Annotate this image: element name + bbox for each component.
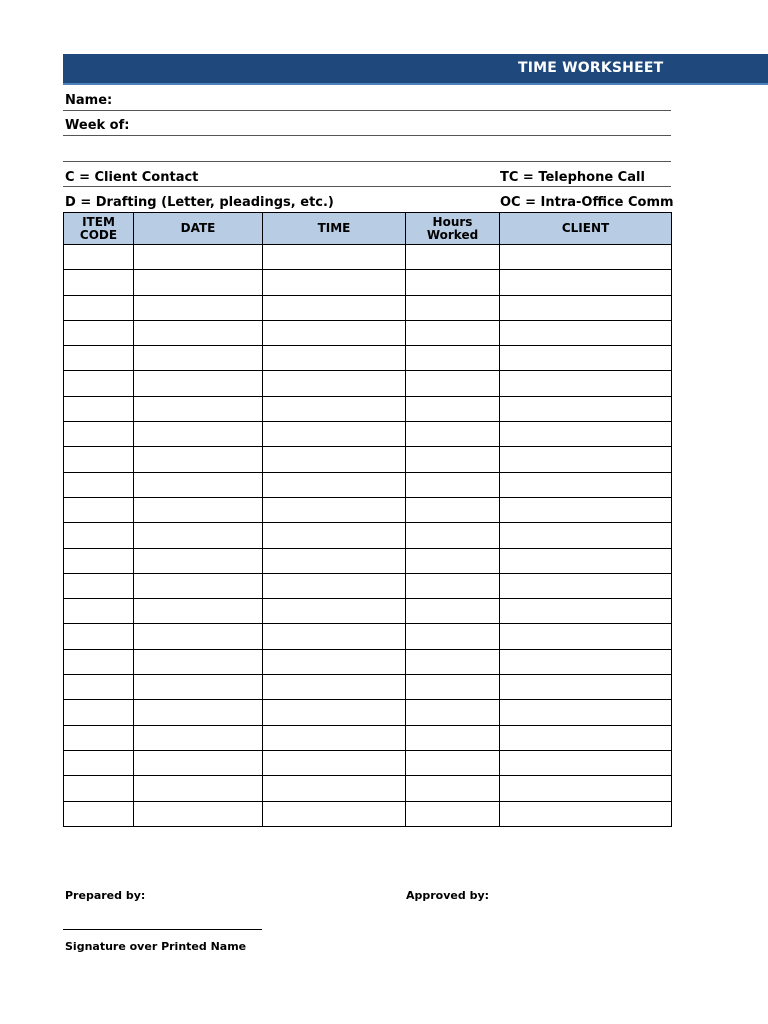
- cell-hours-worked[interactable]: [406, 422, 500, 447]
- cell-item-code[interactable]: [64, 700, 134, 725]
- cell-item-code[interactable]: [64, 497, 134, 522]
- header-hours-worked: Hours Worked: [406, 213, 500, 245]
- approved-by-label: Approved by:: [406, 889, 490, 902]
- cell-time[interactable]: [263, 346, 406, 371]
- cell-hours-worked[interactable]: [406, 346, 500, 371]
- cell-client[interactable]: [500, 548, 672, 573]
- prepared-by-label: Prepared by:: [65, 889, 146, 902]
- cell-item-code[interactable]: [64, 447, 134, 472]
- cell-item-code[interactable]: [64, 320, 134, 345]
- cell-date[interactable]: [134, 548, 263, 573]
- cell-hours-worked[interactable]: [406, 523, 500, 548]
- cell-item-code[interactable]: [64, 245, 134, 270]
- legend-telephone-call: TC = Telephone Call: [500, 170, 645, 185]
- cell-hours-worked[interactable]: [406, 447, 500, 472]
- cell-item-code[interactable]: [64, 801, 134, 826]
- table-row: [64, 776, 672, 801]
- cell-hours-worked[interactable]: [406, 675, 500, 700]
- cell-time[interactable]: [263, 675, 406, 700]
- cell-item-code[interactable]: [64, 396, 134, 421]
- cell-item-code[interactable]: [64, 599, 134, 624]
- signature-line[interactable]: [63, 929, 262, 930]
- table-row: [64, 700, 672, 725]
- cell-date[interactable]: [134, 497, 263, 522]
- cell-time[interactable]: [263, 548, 406, 573]
- table-row: [64, 396, 672, 421]
- cell-hours-worked[interactable]: [406, 320, 500, 345]
- table-row: [64, 599, 672, 624]
- table-row: [64, 649, 672, 674]
- cell-hours-worked[interactable]: [406, 801, 500, 826]
- cell-hours-worked[interactable]: [406, 725, 500, 750]
- table-row: [64, 371, 672, 396]
- cell-time[interactable]: [263, 750, 406, 775]
- cell-client[interactable]: [500, 422, 672, 447]
- cell-client[interactable]: [500, 700, 672, 725]
- cell-time[interactable]: [263, 801, 406, 826]
- cell-time[interactable]: [263, 599, 406, 624]
- cell-date[interactable]: [134, 776, 263, 801]
- cell-client[interactable]: [500, 750, 672, 775]
- table-row: [64, 346, 672, 371]
- table-row: [64, 422, 672, 447]
- cell-date[interactable]: [134, 295, 263, 320]
- cell-item-code[interactable]: [64, 346, 134, 371]
- cell-time[interactable]: [263, 245, 406, 270]
- cell-hours-worked[interactable]: [406, 624, 500, 649]
- cell-client[interactable]: [500, 447, 672, 472]
- cell-date[interactable]: [134, 371, 263, 396]
- cell-client[interactable]: [500, 245, 672, 270]
- cell-date[interactable]: [134, 422, 263, 447]
- cell-client[interactable]: [500, 320, 672, 345]
- cell-item-code[interactable]: [64, 750, 134, 775]
- cell-client[interactable]: [500, 624, 672, 649]
- cell-client[interactable]: [500, 371, 672, 396]
- week-of-field-line[interactable]: [63, 135, 671, 136]
- name-field-line[interactable]: [63, 110, 671, 111]
- legend-divider: [63, 186, 671, 187]
- cell-hours-worked[interactable]: [406, 776, 500, 801]
- table-row: [64, 801, 672, 826]
- cell-client[interactable]: [500, 270, 672, 295]
- cell-date[interactable]: [134, 573, 263, 598]
- legend-drafting: D = Drafting (Letter, pleadings, etc.): [65, 195, 334, 210]
- cell-hours-worked[interactable]: [406, 599, 500, 624]
- cell-time[interactable]: [263, 472, 406, 497]
- table-header-row: [64, 213, 672, 245]
- cell-time[interactable]: [263, 396, 406, 421]
- cell-hours-worked[interactable]: [406, 270, 500, 295]
- name-label: Name:: [65, 93, 113, 108]
- cell-hours-worked[interactable]: [406, 295, 500, 320]
- cell-time[interactable]: [263, 320, 406, 345]
- table-row: [64, 447, 672, 472]
- cell-item-code[interactable]: [64, 270, 134, 295]
- table-row: [64, 750, 672, 775]
- cell-hours-worked[interactable]: [406, 700, 500, 725]
- cell-item-code[interactable]: [64, 573, 134, 598]
- signature-label: Signature over Printed Name: [65, 940, 247, 953]
- cell-time[interactable]: [263, 497, 406, 522]
- cell-hours-worked[interactable]: [406, 371, 500, 396]
- header-time: TIME: [263, 213, 406, 245]
- cell-date[interactable]: [134, 396, 263, 421]
- cell-item-code[interactable]: [64, 371, 134, 396]
- cell-date[interactable]: [134, 472, 263, 497]
- cell-client[interactable]: [500, 396, 672, 421]
- cell-time[interactable]: [263, 624, 406, 649]
- cell-time[interactable]: [263, 422, 406, 447]
- legend-client-contact: C = Client Contact: [65, 170, 199, 185]
- cell-time[interactable]: [263, 776, 406, 801]
- table-row: [64, 725, 672, 750]
- cell-item-code[interactable]: [64, 725, 134, 750]
- cell-date[interactable]: [134, 245, 263, 270]
- cell-date[interactable]: [134, 801, 263, 826]
- cell-date[interactable]: [134, 270, 263, 295]
- cell-time[interactable]: [263, 573, 406, 598]
- cell-date[interactable]: [134, 523, 263, 548]
- cell-item-code[interactable]: [64, 548, 134, 573]
- cell-client[interactable]: [500, 573, 672, 598]
- header-client: CLIENT: [500, 213, 672, 245]
- cell-client[interactable]: [500, 523, 672, 548]
- cell-date[interactable]: [134, 320, 263, 345]
- table-body: [64, 245, 672, 827]
- cell-date[interactable]: [134, 649, 263, 674]
- cell-time[interactable]: [263, 649, 406, 674]
- cell-date[interactable]: [134, 725, 263, 750]
- cell-hours-worked[interactable]: [406, 396, 500, 421]
- header-date: DATE: [134, 213, 263, 245]
- time-entry-table: [63, 212, 672, 827]
- table-row: [64, 472, 672, 497]
- cell-client[interactable]: [500, 776, 672, 801]
- cell-date[interactable]: [134, 624, 263, 649]
- cell-client[interactable]: [500, 725, 672, 750]
- cell-hours-worked[interactable]: [406, 245, 500, 270]
- cell-client[interactable]: [500, 346, 672, 371]
- table-row: [64, 573, 672, 598]
- cell-client[interactable]: [500, 497, 672, 522]
- cell-hours-worked[interactable]: [406, 649, 500, 674]
- table-row: [64, 624, 672, 649]
- table-row: [64, 295, 672, 320]
- table-row: [64, 675, 672, 700]
- cell-time[interactable]: [263, 700, 406, 725]
- cell-date[interactable]: [134, 750, 263, 775]
- cell-item-code[interactable]: [64, 295, 134, 320]
- cell-time[interactable]: [263, 447, 406, 472]
- cell-client[interactable]: [500, 801, 672, 826]
- cell-time[interactable]: [263, 371, 406, 396]
- cell-hours-worked[interactable]: [406, 472, 500, 497]
- cell-time[interactable]: [263, 725, 406, 750]
- worksheet-title: TIME WORKSHEET: [518, 60, 664, 76]
- cell-time[interactable]: [263, 270, 406, 295]
- cell-hours-worked[interactable]: [406, 548, 500, 573]
- table-row: [64, 523, 672, 548]
- cell-time[interactable]: [263, 295, 406, 320]
- cell-hours-worked[interactable]: [406, 573, 500, 598]
- cell-hours-worked[interactable]: [406, 750, 500, 775]
- cell-client[interactable]: [500, 472, 672, 497]
- cell-date[interactable]: [134, 447, 263, 472]
- cell-item-code[interactable]: [64, 624, 134, 649]
- legend-intra-office: OC = Intra-Office Comm: [500, 195, 674, 210]
- table-row: [64, 320, 672, 345]
- cell-date[interactable]: [134, 346, 263, 371]
- cell-client[interactable]: [500, 649, 672, 674]
- cell-client[interactable]: [500, 295, 672, 320]
- cell-item-code[interactable]: [64, 523, 134, 548]
- cell-item-code[interactable]: [64, 422, 134, 447]
- header-item-code: ITEM CODE: [64, 213, 134, 245]
- cell-client[interactable]: [500, 675, 672, 700]
- cell-item-code[interactable]: [64, 776, 134, 801]
- cell-client[interactable]: [500, 599, 672, 624]
- table-row: [64, 548, 672, 573]
- cell-date[interactable]: [134, 599, 263, 624]
- cell-hours-worked[interactable]: [406, 497, 500, 522]
- week-of-label: Week of:: [65, 118, 130, 133]
- blank-line: [63, 161, 671, 162]
- cell-date[interactable]: [134, 700, 263, 725]
- table-row: [64, 245, 672, 270]
- cell-item-code[interactable]: [64, 649, 134, 674]
- cell-item-code[interactable]: [64, 472, 134, 497]
- table-row: [64, 270, 672, 295]
- table-row: [64, 497, 672, 522]
- cell-time[interactable]: [263, 523, 406, 548]
- cell-date[interactable]: [134, 675, 263, 700]
- cell-item-code[interactable]: [64, 675, 134, 700]
